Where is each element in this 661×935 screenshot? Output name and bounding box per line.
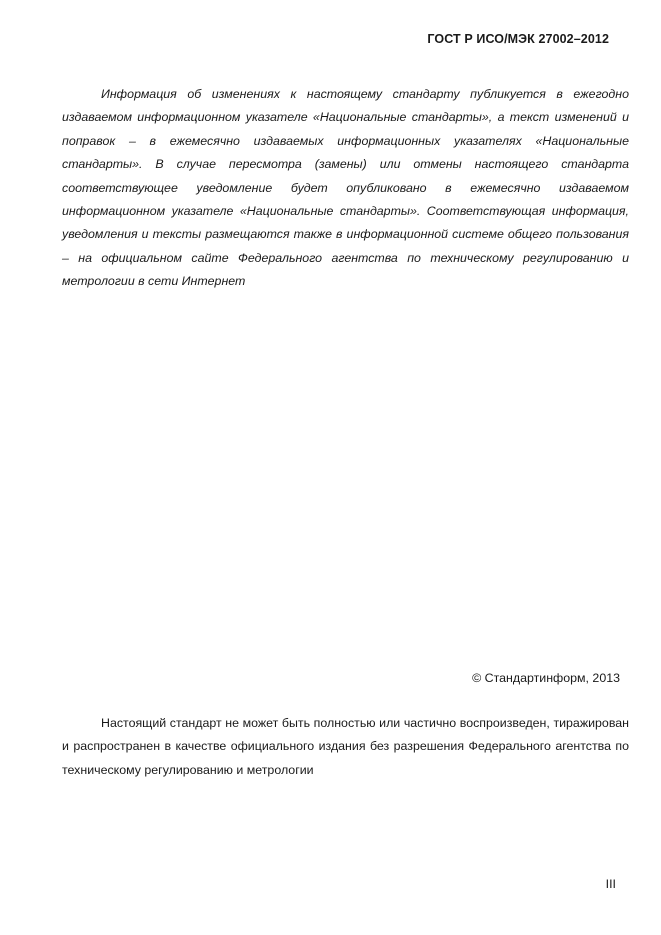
page-number: III xyxy=(605,877,616,891)
copyright-notice: © Стандартинформ, 2013 xyxy=(472,671,620,685)
reproduction-notice-paragraph: Настоящий стандарт не может быть полностью или частично воспроизведен, тиражирован и распространен в качестве официального издания без разрешения Федерального агентства по техническому регулированию и метрологии xyxy=(62,716,629,777)
changes-info-paragraph: Информация об изменениях к настоящему стандарту публикуется в ежегодно издаваемом информационном указателе «Национальные стандарты», а текст изменений и поправок – в ежемесячно издаваемых информационных указателях «Национальные стандарты». В случае пересмотра (замены) или отмены настоящего стандарта соответствующее уведомление будет опубликовано в ежемесячно издаваемом информационном указателе «Национальные стандарты». Соответствующая информация, уведомления и тексты размещаются также в информационной системе общего пользования – на официальном сайте Федерального агентства по техническому регулированию и метрологии в сети Интернет xyxy=(62,87,629,289)
standard-code-header: ГОСТ Р ИСО/МЭК 27002–2012 xyxy=(427,32,609,46)
